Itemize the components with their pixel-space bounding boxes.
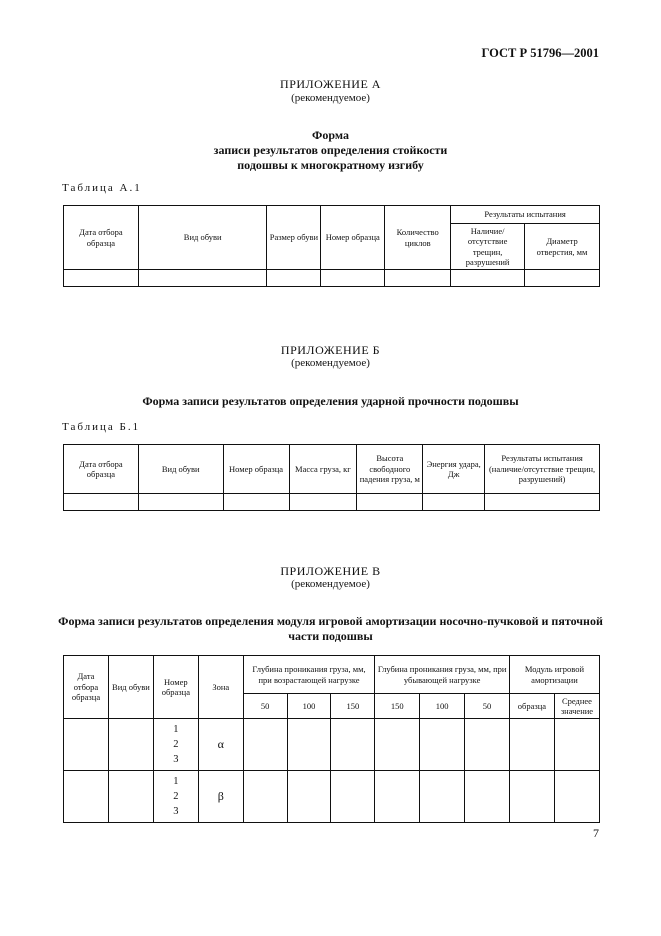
- appendix-a-status: (рекомендуемое): [291, 92, 370, 104]
- table-cell: [64, 494, 139, 511]
- col-shoe-type: Вид обуви: [138, 445, 223, 494]
- col-shoe-type: Вид обуви: [108, 656, 153, 719]
- table-b1-label: Таблица Б.1: [62, 421, 141, 433]
- sample-number: 1: [173, 724, 179, 735]
- col-shoe-type: Вид обуви: [138, 206, 267, 270]
- appendix-v-heading-2: части подошвы: [288, 629, 373, 643]
- col-sample-no: Номер образца: [321, 206, 385, 270]
- col-zone: Зона: [198, 656, 243, 719]
- sample-number: 2: [173, 739, 179, 750]
- table-cell: [465, 719, 510, 771]
- table-cell: [64, 771, 109, 823]
- col-date: Дата отбора образца: [64, 656, 109, 719]
- table-cell: [243, 719, 287, 771]
- col-date: Дата отбора образца: [64, 445, 139, 494]
- col-date: Дата отбора образца: [64, 206, 139, 270]
- table-cell: [423, 494, 485, 511]
- table-cell: [485, 494, 600, 511]
- table-a1: [63, 205, 600, 287]
- table-cell: [138, 270, 267, 287]
- col-cycles: Количество циклов: [385, 206, 451, 270]
- table-cell: [375, 771, 420, 823]
- col-size: Размер обуви: [267, 206, 321, 270]
- table-cell: [554, 771, 599, 823]
- table-cell: [243, 771, 287, 823]
- table-cell: [525, 270, 600, 287]
- zone-beta: β: [198, 771, 243, 823]
- table-cell: [64, 719, 109, 771]
- standard-number: ГОСТ Р 51796—2001: [481, 46, 599, 60]
- sample-number: 2: [173, 791, 179, 802]
- sample-number-list: [153, 771, 198, 823]
- col-results: Результаты испытания (наличие/отсутствие трещин, разрушений): [485, 445, 600, 494]
- table-cell: [321, 270, 385, 287]
- appendix-v-title: ПРИЛОЖЕНИЕ В: [280, 564, 381, 578]
- table-cell: [357, 494, 423, 511]
- table-b1: [63, 444, 600, 511]
- appendix-b-status: (рекомендуемое): [291, 357, 370, 369]
- table-cell: [554, 719, 599, 771]
- table-cell: [420, 771, 465, 823]
- col-sample-no: Номер образца: [153, 656, 198, 719]
- table-cell: [289, 494, 357, 511]
- appendix-a-heading-1: Форма: [312, 128, 349, 142]
- col-cracks: Наличие/ отсутствие трещин, разрушений: [451, 224, 525, 270]
- sample-number: 3: [173, 754, 179, 765]
- appendix-v-status: (рекомендуемое): [291, 578, 370, 590]
- appendix-a-heading-2: записи результатов определения стойкости: [213, 143, 448, 157]
- load-dec-100: 100: [420, 694, 465, 719]
- table-cell: [108, 719, 153, 771]
- table-cell: [451, 270, 525, 287]
- page-number: 7: [593, 826, 599, 840]
- load-inc-50: 50: [243, 694, 287, 719]
- zone-alpha: α: [198, 719, 243, 771]
- col-modulus: Модуль игровой амортизации: [509, 656, 599, 694]
- col-depth-decreasing: Глубина проникания груза, мм, при убывающей нагрузке: [375, 656, 510, 694]
- appendix-v-heading-1: Форма записи результатов определения модуля игровой амортизации носочно-пучковой и пяточной: [58, 614, 603, 628]
- appendix-a-title: ПРИЛОЖЕНИЕ А: [280, 77, 381, 91]
- col-mass: Масса груза, кг: [289, 445, 357, 494]
- table-cell: [465, 771, 510, 823]
- appendix-b-title: ПРИЛОЖЕНИЕ Б: [280, 343, 381, 357]
- col-energy: Энергия удара, Дж: [423, 445, 485, 494]
- table-cell: [108, 771, 153, 823]
- appendix-a-heading-3: подошвы к многократному изгибу: [237, 158, 424, 172]
- table-cell: [287, 771, 331, 823]
- table-v: [63, 655, 600, 823]
- sample-number: 1: [173, 776, 179, 787]
- col-mod-sample: образца: [509, 694, 554, 719]
- table-cell: [420, 719, 465, 771]
- table-cell: [509, 719, 554, 771]
- col-diameter: Диаметр отверстия, мм: [525, 224, 600, 270]
- table-cell: [267, 270, 321, 287]
- load-dec-50: 50: [465, 694, 510, 719]
- table-cell: [287, 719, 331, 771]
- col-sample-no: Номер образца: [223, 445, 289, 494]
- col-depth-increasing: Глубина проникания груза, мм, при возрастающей нагрузке: [243, 656, 375, 694]
- appendix-b-heading: Форма записи результатов определения ударной прочности подошвы: [142, 394, 519, 408]
- table-cell: [138, 494, 223, 511]
- table-cell: [331, 719, 375, 771]
- sample-number: 3: [173, 806, 179, 817]
- load-inc-150: 150: [331, 694, 375, 719]
- table-cell: [385, 270, 451, 287]
- col-results: Результаты испытания: [451, 206, 600, 224]
- col-mod-average: Среднее значение: [554, 694, 599, 719]
- table-cell: [331, 771, 375, 823]
- sample-number-list: [153, 719, 198, 771]
- table-a1-label: Таблица А.1: [62, 182, 142, 194]
- table-cell: [223, 494, 289, 511]
- col-height: Высота свободного падения груза, м: [357, 445, 423, 494]
- table-cell: [64, 270, 139, 287]
- load-inc-100: 100: [287, 694, 331, 719]
- load-dec-150: 150: [375, 694, 420, 719]
- table-cell: [509, 771, 554, 823]
- table-cell: [375, 719, 420, 771]
